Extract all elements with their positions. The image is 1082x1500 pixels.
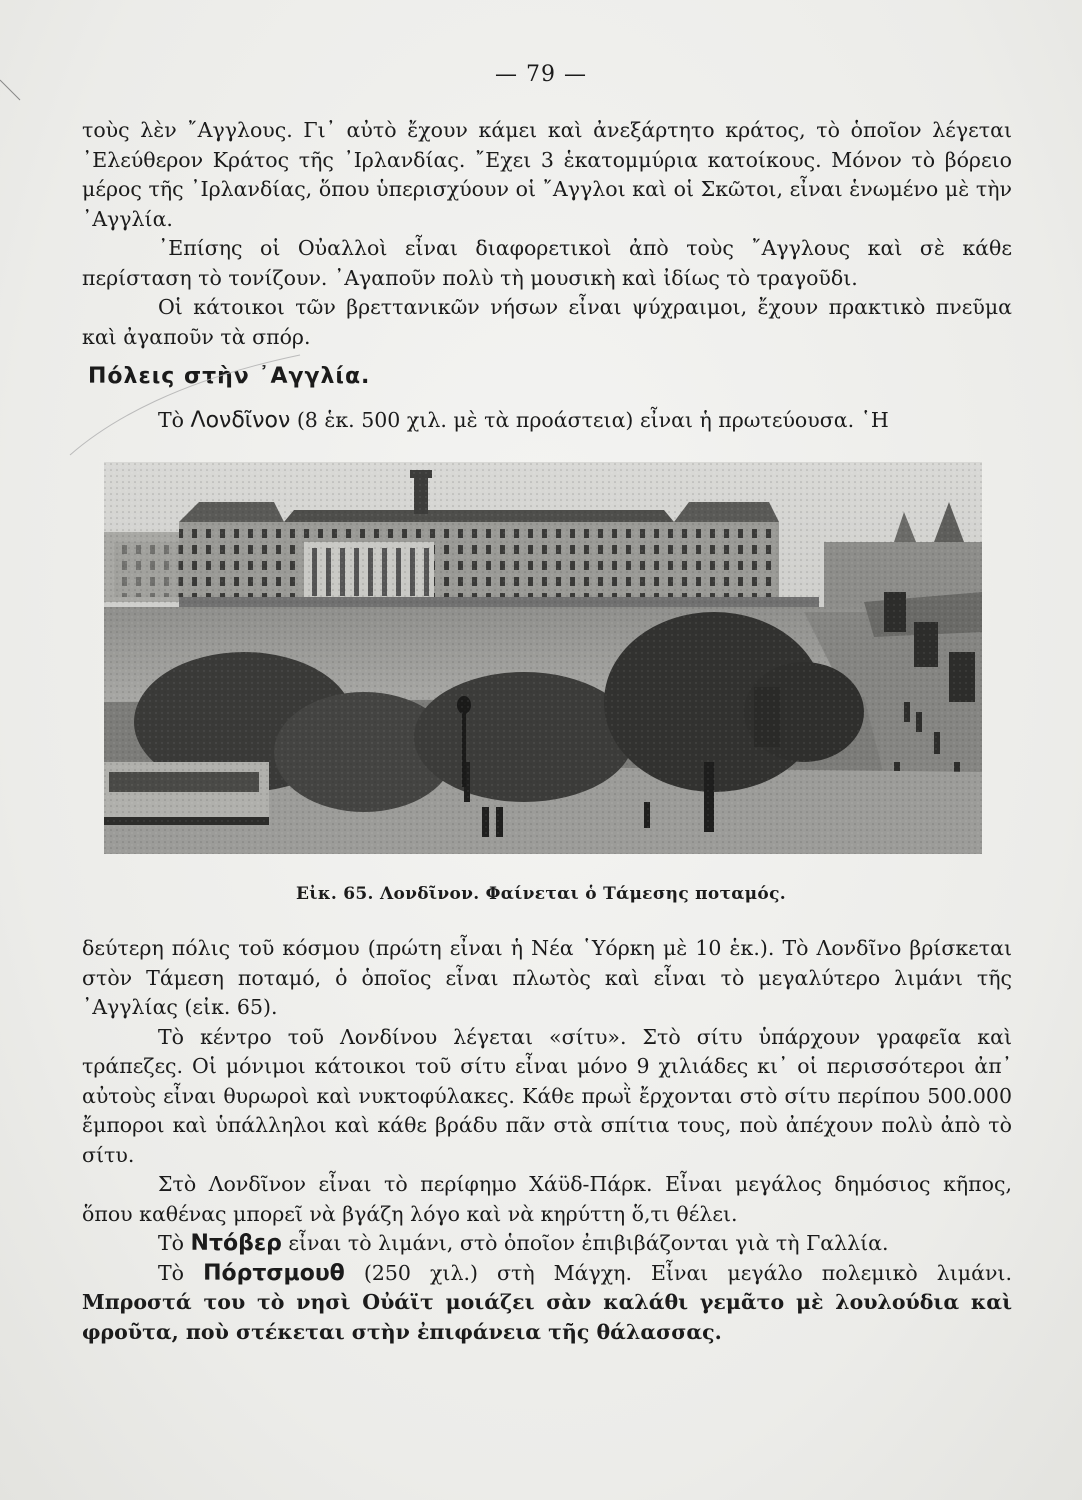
london-name: Λονδῖνον <box>190 408 291 433</box>
paragraph-city-centre: Τὸ κέντρο τοῦ Λονδίνου λέγεται «σίτυ». Στὸ σίτυ ὑπάρχουν γραφεῖα καὶ τράπεζες. Οἱ μόνιμοι κάτοικοι τοῦ σίτυ εἶναι μόνο 9 χιλιάδες κι᾽ οἱ περισσότεροι ἀπ᾽ αὐτοὺς εἶναι θυρωροὶ καὶ νυκτοφύλακες. Κάθε πρωῒ ἔρχονται στὸ σίτυ περίπου 500.000 ἔμποροι καὶ ὑπάλληλοι καὶ κάθε βράδυ πᾶν στὰ σπίτια τους, ποὺ ἀπέχουν πολὺ ἀπὸ τὸ σίτυ. <box>82 1024 1012 1167</box>
dover-name: Ντόβερ <box>190 1231 282 1256</box>
figure-caption: Εἰκ. 65. Λονδῖνον. Φαίνεται ὁ Τάμεσης ποταμός. <box>296 884 786 904</box>
dover-rest: εἶναι τὸ λιμάνι, στὸ ὁποῖον ἐπιβιβάζονται γιὰ τὴ Γαλλία. <box>281 1231 889 1255</box>
portsmouth-prefix: Τὸ <box>158 1260 204 1285</box>
london-photo-illustration <box>104 462 982 854</box>
paragraph-inhabitants: Οἱ κάτοικοι τῶν βρεττανικῶν νήσων εἶναι ψύχραιμοι, ἔχουν πρακτικὸ πνεῦμα καὶ ἀγαποῦν τὰ σπόρ. <box>82 295 1012 349</box>
london-photo <box>104 462 982 854</box>
top-text-block <box>82 116 1012 352</box>
section-heading: Πόλεις στὴν ᾽Αγγλία. <box>88 364 371 389</box>
paragraph-ireland: τοὺς λὲν ῎Αγγλους. Γι᾽ αὐτὸ ἔχουν κάμει καὶ ἀνεξάρτητο κράτος, τὸ ὁποῖον λέγεται ᾽Ελεύθερον Κράτος τῆς ᾽Ιρλανδίας. ῎Εχει 3 ἑκατομμύρια κατοίκους. Μόνον τὸ βόρειο μέρος τῆς ᾽Ιρλανδίας, ὅπου ὑπερισχύουν οἱ ῎Αγγλοι καὶ οἱ Σκῶτοι, εἶναι ἑνωμένο μὲ τὴν ᾽Αγγλία. <box>82 118 1012 231</box>
page-number: — 79 — <box>495 62 587 87</box>
bottom-text-block <box>82 934 1012 1347</box>
london-intro-line <box>158 408 1018 433</box>
london-prefix: Τὸ <box>158 408 191 432</box>
paragraph-dover <box>82 1229 1012 1259</box>
paragraph-wales: ᾽Επίσης οἱ Οὐαλλοὶ εἶναι διαφορετικοὶ ἀπὸ τοὺς ῎Αγγλους καὶ σὲ κάθε περίσταση τὸ τονίζουν. ᾽Αγαποῦν πολὺ τὴ μουσικὴ καὶ ἰδίως τὸ τραγοῦδι. <box>82 236 1012 290</box>
paragraph-hyde-park: Στὸ Λονδῖνον εἶναι τὸ περίφημο Χάϋδ-Πάρκ. Εἶναι μεγάλος δημόσιος κῆπος, ὅπου καθένας μπορεῖ νὰ βγάζη λόγο καὶ νὰ κηρύττη ὅ,τι θέλει. <box>82 1172 1012 1226</box>
london-rest: (8 ἑκ. 500 χιλ. μὲ τὰ προάστεια) εἶναι ἡ πρωτεύουσα. ῾Η <box>290 408 889 432</box>
isle-of-wight-sentence: Μπροστά του τὸ νησὶ Οὐάϊτ μοιάζει σὰν καλάθι γεμᾶτο μὲ λουλούδια καὶ φροῦτα, ποὺ στέκεται στὴν ἐπιφάνεια τῆς θάλασσας. <box>82 1290 1012 1344</box>
paragraph-second-city: δεύτερη πόλις τοῦ κόσμου (πρώτη εἶναι ἡ Νέα ῾Υόρκη μὲ 10 ἑκ.). Τὸ Λονδῖνο βρίσκεται στὸν Τάμεση ποταμό, ὁ ὁποῖος εἶναι πλωτὸς καὶ εἶναι τὸ μεγαλύτερο λιμάνι τῆς ᾽Αγγλίας (εἰκ. 65). <box>82 936 1012 1019</box>
portsmouth-name: Πόρτσμουθ <box>203 1260 345 1286</box>
portsmouth-rest: (250 χιλ.) στὴ Μάγχη. Εἶναι μεγάλο πολεμικὸ λιμάνι. <box>344 1260 1012 1285</box>
dover-prefix: Τὸ <box>158 1231 191 1255</box>
paragraph-portsmouth <box>82 1259 1012 1348</box>
